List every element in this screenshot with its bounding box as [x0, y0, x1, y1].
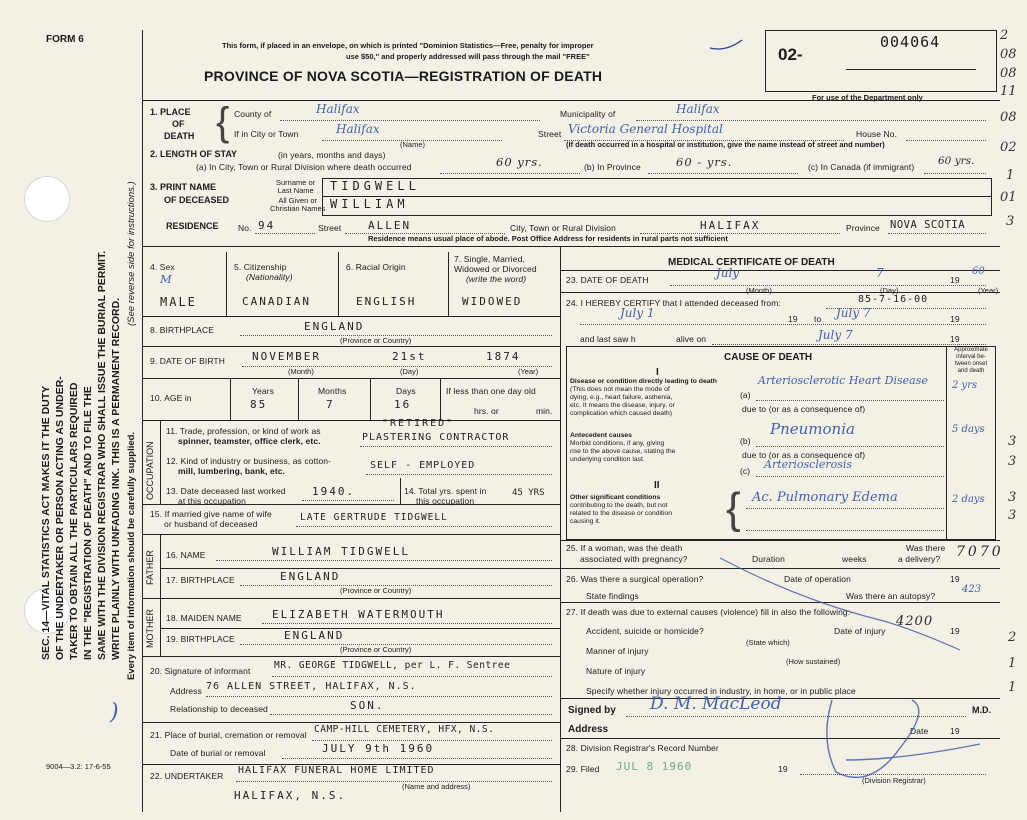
burial-date-label: Date of burial or removal [170, 748, 266, 758]
residence-city-label: City, Town or Rural Division [510, 223, 616, 233]
autopsy-label: Was there an autopsy? [846, 591, 936, 601]
city-label: If in City or Town [234, 129, 299, 139]
autopsy-code: 423 [962, 584, 982, 595]
given-label-line: All Given or [278, 196, 318, 205]
brace: { [216, 100, 230, 144]
margin-code: 11 [1000, 84, 1017, 99]
date-of-death-month: July [716, 266, 740, 280]
specify-label: Specify whether injury occurred in industry, in home, or in public place [586, 686, 856, 696]
antecedent-label-line: rise to the above cause, stating the [570, 448, 676, 455]
street-value: Victoria General Hospital [568, 122, 723, 136]
min-label: min. [536, 406, 553, 416]
name-label-line: 3. PRINT NAME [150, 182, 217, 192]
findings-label: State findings [586, 591, 639, 601]
attend-to-century: 19 [950, 314, 960, 324]
mother-side-label: MOTHER [145, 609, 155, 648]
county-label: County of [234, 109, 272, 119]
surname-value: TIDGWELL [330, 179, 420, 193]
city-name-note: (Name) [400, 140, 426, 149]
cause-c-value: Arteriosclerosis [764, 458, 853, 471]
pregnancy-label-line: 25. If a woman, was the death [566, 543, 683, 553]
filed-label: 29. Filed [566, 764, 600, 774]
mother-birthplace-value: ENGLAND [284, 629, 345, 642]
stay-c-label: (c) In Canada (if immigrant) [808, 162, 915, 172]
side-text-line: OF THE UNDERTAKER OR PERSON ACTING AS UNDER- [54, 376, 66, 660]
other-label-line: Other significant conditions [570, 494, 661, 501]
alive-value: July 7 [818, 328, 853, 342]
margin-code: 02 [1000, 140, 1017, 155]
mother-birthplace-note: (Province or Country) [340, 645, 412, 654]
under-day-label: If less than one day old [446, 386, 536, 396]
cause-b-interval: 5 days [952, 424, 985, 435]
undertaker-note: (Name and address) [402, 782, 471, 791]
other-interval: 2 days [952, 494, 985, 505]
roman-one: I [656, 367, 659, 378]
other-label-line: contributing to the death, but not [570, 502, 668, 509]
informant-signature: MR. GEORGE TIDGWELL, per L. F. Sentree [274, 660, 511, 671]
birthplace-value: ENGLAND [304, 320, 365, 333]
interval-label-line: Approximate [954, 347, 988, 353]
father-birthplace-value: ENGLAND [280, 570, 341, 583]
attend-to: July 7 [836, 306, 871, 320]
cause-a-letter: (a) [740, 390, 751, 400]
direct-label-line: etc. It means the disease, injury, or [570, 402, 675, 409]
given-label-line: Christian Names [270, 204, 326, 213]
stay-a-label: (a) In City, Town or Rural Division where death occurred [196, 162, 412, 172]
residence-city: HALIFAX [700, 219, 761, 232]
nature-label: Nature of injury [586, 666, 646, 676]
street-label: Street [538, 129, 562, 139]
stay-c-value: 60 yrs. [938, 155, 975, 167]
injury-code: 4200 [896, 614, 934, 629]
margin-code: 3 [1008, 454, 1017, 469]
father-name-value: WILLIAM TIDGWELL [272, 545, 410, 558]
residence-street-label: Street [318, 223, 342, 233]
undertaker-value: HALIFAX FUNERAL HOME LIMITED [238, 765, 435, 776]
direct-label-line: Disease or condition directly leading to death [570, 378, 717, 385]
phys-date-label: Date [910, 726, 929, 736]
antecedent-label-line: Antecedent causes [570, 432, 632, 439]
mother-maiden-label: 18. MAIDEN NAME [166, 613, 242, 623]
roman-two: II [654, 480, 660, 491]
name-label-line: OF DECEASED [164, 195, 230, 205]
marital-value: WIDOWED [462, 295, 523, 308]
date-of-death-day: 7 [876, 266, 884, 280]
father-birthplace-label: 17. BIRTHPLACE [166, 575, 235, 585]
form-id: FORM 6 [46, 34, 84, 45]
form-code: 9004—3.2: 17-6-55 [46, 762, 111, 771]
father-birthplace-note: (Province or Country) [340, 586, 412, 595]
sex-value: MALE [160, 295, 197, 309]
undertaker-label: 22. UNDERTAKER [150, 771, 224, 781]
racial-value: ENGLISH [356, 295, 417, 308]
marital-label-line: Widowed or Divorced [454, 264, 537, 274]
father-side-label: FATHER [145, 550, 155, 585]
house-label: House No. [856, 129, 898, 139]
reg-prefix: 02- [778, 45, 803, 64]
md-label: M.D. [972, 705, 991, 715]
birthplace-label: 8. BIRTHPLACE [150, 325, 214, 335]
alive-century: 19 [950, 334, 960, 344]
state-which-note: (State which) [746, 638, 790, 647]
undertaker-address: HALIFAX, N.S. [234, 789, 347, 802]
direct-label-line: (This does not mean the mode of [570, 386, 670, 393]
dob-year-note: (Year) [518, 367, 539, 376]
dob-month: NOVEMBER [252, 350, 321, 363]
residence-note: Residence means usual place of abode. Post Office Address for residents in rural parts not sufficient [368, 234, 728, 243]
cause-a-value: Arteriosclerotic Heart Disease [758, 374, 928, 387]
direct-label-line: complication which caused death) [570, 410, 673, 417]
residence-no: 94 [258, 219, 276, 232]
birthplace-note: (Province or Country) [340, 336, 412, 345]
margin-code: 2 [1000, 28, 1009, 43]
side-text-line: WRITE PLAINLY WITH UNFADING INK. THIS IS A PERMANENT RECORD. [110, 297, 122, 660]
pen-stroke-registrar [827, 700, 980, 777]
date-of-death-year: 60 [972, 266, 985, 277]
racial-label: 6. Racial Origin [346, 262, 406, 272]
accident-label: Accident, suicide or homicide? [586, 626, 704, 636]
residence-street: ALLEN [368, 219, 412, 232]
attend-from: July 1 [620, 306, 655, 320]
margin-code: 08 [1000, 47, 1017, 62]
side-text-line: IN THE "REGISTRATION OF DEATH" AND TO FILE THE [82, 386, 94, 660]
mail-notice-line: This form, if placed in an envelope, on which is printed "Dominion Statistics—Free, penalty for improper [222, 41, 594, 50]
residence-province-label: Province [846, 223, 880, 233]
municipality-value: Halifax [676, 102, 720, 116]
length-of-stay-sub: (in years, months and days) [278, 150, 386, 160]
margin-code: 1 [1006, 168, 1015, 183]
injury-date-label: Date of injury [834, 626, 886, 636]
certify-code: 85-7-16-00 [858, 294, 929, 305]
stay-a-value: 60 yrs. [496, 155, 543, 169]
phys-date-century: 19 [950, 726, 960, 736]
phys-address-label: Address [568, 724, 609, 735]
side-text-line: SAME WITH THE DIVISION REGISTRAR WHO SHALL ISSUE THE BURIAL PERMIT. [96, 250, 108, 660]
residence-province: NOVA SCOTIA [890, 219, 966, 231]
registrar-no-label: 28. Division Registrar's Record Number [566, 743, 719, 753]
place-of-death-label-line: OF [172, 119, 185, 129]
relationship-value: SON. [350, 699, 385, 712]
attend-from-century: 19 [788, 314, 798, 324]
informant-address: 76 ALLEN STREET, HALIFAX, N.S. [206, 681, 417, 692]
informant-address-label: Address [170, 686, 202, 696]
medical-title: MEDICAL CERTIFICATE OF DEATH [668, 257, 835, 268]
signed-label: Signed by [568, 705, 616, 716]
other-label-line: causing it. [570, 518, 601, 525]
dob-label: 9. DATE OF BIRTH [150, 356, 225, 366]
burial-date-value: JULY 9th 1960 [322, 742, 435, 755]
place-of-death-label-line: DEATH [164, 131, 195, 141]
pen-stroke-tick [710, 40, 742, 49]
dob-day: 21st [392, 350, 427, 363]
place-of-death-label-line: 1. PLACE [150, 107, 191, 117]
pregnancy-code: 7070 [956, 544, 1004, 560]
months-value: 7 [326, 398, 335, 411]
sex-mark: M [160, 272, 173, 286]
cause-title: CAUSE OF DEATH [724, 352, 813, 363]
margin-code: 08 [1000, 110, 1017, 125]
burial-place-label: 21. Place of burial, cremation or removal [150, 730, 307, 740]
mail-notice-line: use $50," and properly addressed will pass through the mail "FREE" [346, 52, 590, 61]
how-note: (How sustained) [786, 657, 841, 666]
total-years-label-line: this occupation [416, 496, 475, 506]
op-date-label: Date of operation [784, 574, 851, 584]
years-value: 85 [250, 398, 268, 411]
op-century: 19 [950, 574, 960, 584]
margin-code: 3 [1008, 490, 1017, 505]
margin-code: 1 [1008, 656, 1017, 671]
attend-to-label: to [814, 314, 822, 324]
citizenship-label-line: 5. Citizenship [234, 262, 287, 272]
days-label: Days [396, 386, 416, 396]
spouse-label-line: or husband of deceased [164, 519, 258, 529]
margin-code: 08 [1000, 66, 1017, 81]
cause-c-letter: (c) [740, 466, 751, 476]
informant-sig-label: 20. Signature of informant [150, 666, 251, 676]
interval-label-line: and death [957, 368, 985, 374]
dod-day-note: (Day) [880, 286, 899, 295]
other-label-line: related to the disease or condition [570, 510, 673, 517]
cause-b-letter: (b) [740, 436, 751, 446]
dob-day-note: (Day) [400, 367, 419, 376]
antecedent-label-line: Morbid conditions, if any, giving [570, 440, 665, 447]
trade-value: PLASTERING CONTRACTOR [362, 432, 510, 443]
reg-number: 004064 [880, 33, 941, 51]
mother-birthplace-label: 19. BIRTHPLACE [166, 634, 235, 644]
surname-label-line: Last Name [277, 186, 314, 195]
filed-century: 19 [778, 764, 788, 774]
industry-label-line: 12. Kind of industry or business, as cotton- [166, 456, 332, 466]
city-value: Halifax [336, 122, 380, 136]
delivery-label-line: a delivery? [898, 554, 941, 564]
margin-code: 2 [1008, 630, 1017, 645]
other-value: Ac. Pulmonary Edema [752, 490, 898, 505]
last-saw-label: and last saw h [580, 334, 636, 344]
dept-use-note: For use of the Department only [812, 93, 923, 102]
last-worked-value: 1940. [312, 485, 356, 498]
industry-label-line: mill, lumbering, bank, etc. [178, 466, 286, 476]
dob-year: 1874 [486, 350, 521, 363]
dod-month-note: (Month) [746, 286, 772, 295]
sex-label: 4. Sex [150, 262, 175, 272]
margin-code: 3 [1008, 508, 1017, 523]
citizenship-label-line: (Nationality) [246, 272, 293, 282]
due-label-b: due to (or as a consequence of) [742, 450, 866, 460]
municipality-label: Municipality of [560, 109, 616, 119]
dod-year-note: (Year) [978, 286, 999, 295]
marital-label-line: (write the word) [466, 274, 527, 284]
relationship-label: Relationship to deceased [170, 704, 268, 714]
trade-label-line: spinner, teamster, office clerk, etc. [178, 436, 321, 446]
cause-b-value: Pneumonia [770, 420, 855, 438]
alive-label: alive on [676, 334, 707, 344]
stay-b-value: 60 - yrs. [676, 155, 733, 169]
other-brace: { [726, 484, 741, 533]
delivery-label-line: Was there [906, 543, 946, 553]
years-label: Years [252, 386, 274, 396]
antecedent-label-line: underlying condition last. [570, 456, 645, 463]
external-label: 27. If death was due to external causes (violence) fill in also the following:- [566, 607, 854, 617]
pregnancy-label-line: associated with pregnancy? [580, 554, 688, 564]
trade-label-line: 11. Trade, profession, or kind of work as [166, 426, 321, 436]
registrar-note: (Division Registrar) [862, 776, 926, 785]
side-text-line: TAKER TO OBTAIN ALL THE PARTICULARS REQUIRED [68, 382, 80, 660]
dob-month-note: (Month) [288, 367, 314, 376]
residence-label: RESIDENCE [166, 221, 219, 231]
months-label: Months [318, 386, 347, 396]
hrs-label: hrs. or [474, 406, 499, 416]
burial-place-value: CAMP-HILL CEMETERY, HFX, N.S. [314, 724, 495, 735]
surname-label-line: Surname or [276, 178, 316, 187]
marital-label-line: 7. Single, Married, [454, 254, 525, 264]
margin-code: 1 [1008, 680, 1017, 695]
date-of-death-label: 23. DATE OF DEATH [566, 275, 649, 285]
industry-value: SELF - EMPLOYED [370, 460, 476, 471]
surgical-label: 26. Was there a surgical operation? [566, 574, 704, 584]
spouse-value: LATE GERTRUDE TIDGWELL [300, 512, 448, 523]
manner-label: Manner of injury [586, 646, 649, 656]
stay-b-label: (b) In Province [584, 162, 641, 172]
margin-mark: ) [110, 700, 119, 725]
injury-century: 19 [950, 626, 960, 636]
weeks-label: weeks [842, 554, 867, 564]
age-label: 10. AGE in [150, 393, 192, 403]
date-century: 19 [950, 275, 960, 285]
form-title: PROVINCE OF NOVA SCOTIA—REGISTRATION OF DEATH [204, 68, 603, 84]
side-text-line: Every item of information should be carefully supplied. [126, 431, 137, 680]
spouse-label-line: 15. If married give name of wife [150, 509, 272, 519]
days-value: 16 [394, 398, 412, 411]
margin-code: 01 [1000, 190, 1017, 205]
residence-no-label: No. [238, 223, 252, 233]
mother-maiden-value: ELIZABETH WATERMOUTH [272, 608, 445, 621]
margin-code: 3 [1008, 434, 1017, 449]
total-years-label-line: 14. Total yrs. spent in [404, 486, 487, 496]
institution-note: (If death occurred in a hospital or institution, give the name instead of street and number) [566, 140, 885, 149]
given-value: WILLIAM [330, 197, 409, 211]
duration-label: Duration [752, 554, 785, 564]
filed-stamp: JUL 8 1960 [616, 760, 693, 773]
last-worked-label-line: at this occupation [178, 496, 246, 506]
side-text-line: SEC. 14—VITAL STATISTICS ACT MAKES IT THE DUTY [40, 385, 52, 660]
due-label-a: due to (or as a consequence of) [742, 404, 866, 414]
occupation-side-label: OCCUPATION [145, 441, 155, 500]
county-value: Halifax [316, 102, 360, 116]
direct-label-line: dying, e.g., heart failure, asthenia, [570, 394, 673, 401]
length-of-stay-label: 2. LENGTH OF STAY [150, 149, 238, 159]
certify-label: 24. I HEREBY CERTIFY that I attended deceased from: [566, 298, 781, 308]
last-worked-label-line: 13. Date deceased last worked [166, 486, 286, 496]
interval-label-line: tween onset [954, 361, 988, 367]
total-years-value: 45 YRS [512, 488, 545, 498]
physician-signature: D. M. MacLeod [650, 694, 782, 714]
citizenship-value: CANADIAN [242, 295, 311, 308]
side-text-line: (See reverse side for instructions.) [126, 181, 137, 326]
interval-label-line: interval be- [956, 354, 986, 360]
father-name-label: 16. NAME [166, 550, 206, 560]
trade-note: "RETIRED" [382, 418, 455, 429]
cause-a-interval: 2 yrs [952, 380, 978, 391]
margin-code: 3 [1006, 214, 1015, 229]
pen-stroke-slash [720, 558, 960, 650]
